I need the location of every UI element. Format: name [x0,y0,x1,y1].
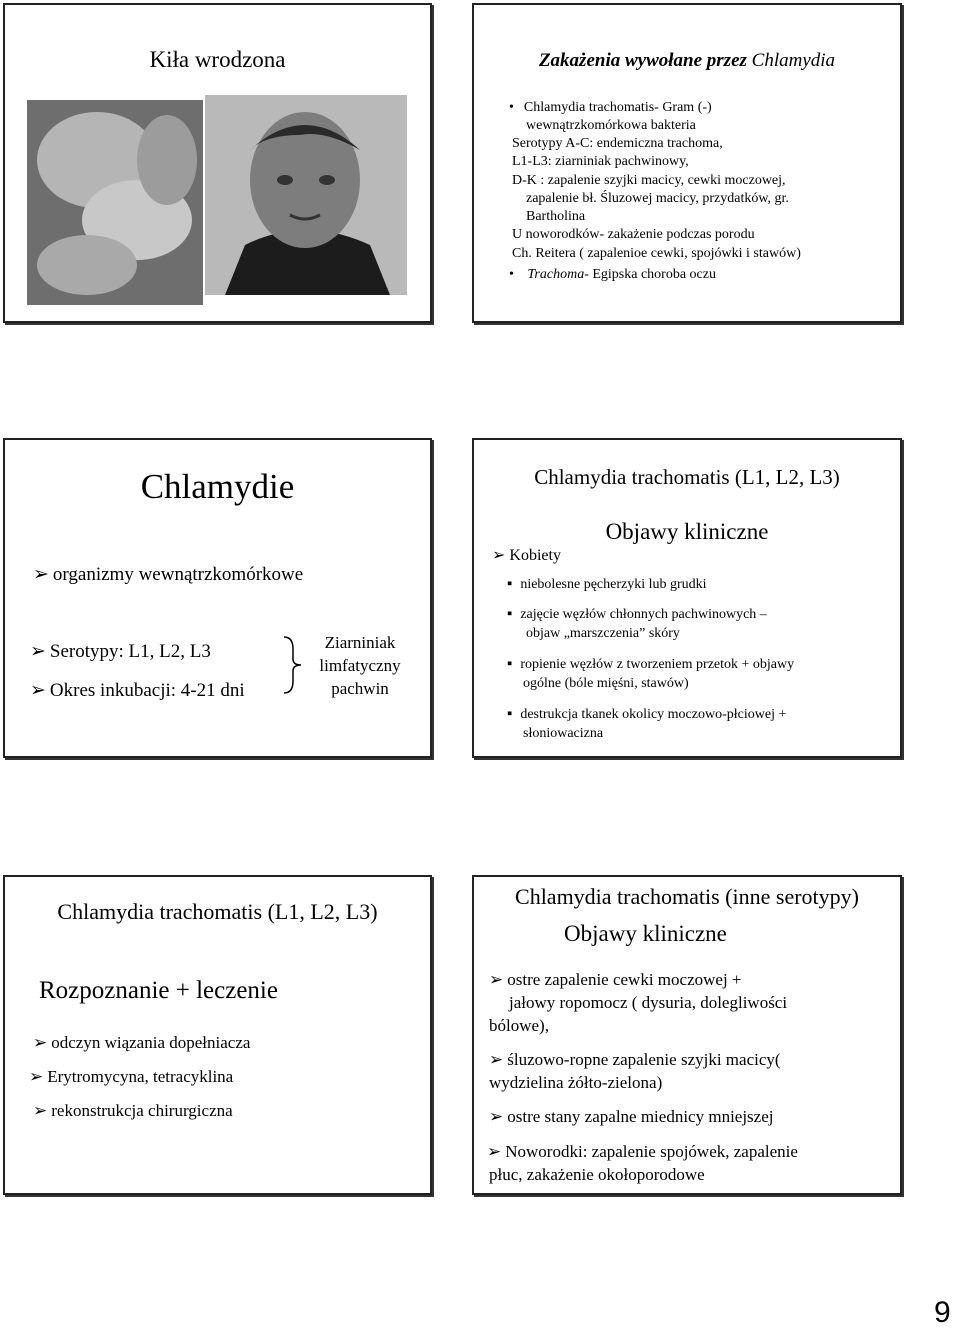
slide-objawy-l1-l3 [472,438,902,758]
slide-subtitle: Objawy kliniczne [564,921,727,946]
trachoma-rest: - Egipska choroba oczu [584,267,716,282]
line-8: U noworodków- zakażenie podczas porodu [512,227,755,242]
item-szyjka: ➢ śluzowo-ropne zapalenie szyjki macicy( [489,1050,781,1070]
bullet-wezly-cont: objaw „marszczenia” skóry [526,626,680,641]
title-prefix: Zakażenia wywołane przez [538,50,752,71]
item-noworodki-cont: płuc, zakażenie okołoporodowe [489,1165,705,1184]
bullet-line-1: • Chlamydia trachomatis- Gram (-) [509,100,712,116]
item-cewka: ➢ ostre zapalenie cewki moczowej + [489,970,742,990]
adult-portrait-photo [205,95,407,295]
trachoma-italic: Trachoma [527,267,585,282]
bullet-pecherzyki: ▪ niebolesne pęcherzyki lub grudki [507,576,707,593]
brace-label-1: Ziarniniak [324,633,396,652]
brace-label-2: limfatyczny [319,656,401,675]
item-szyjka-cont: wydzielina żółto-zielona) [489,1073,663,1092]
title-italic: Chlamydia [751,50,836,71]
bullet-line-10 [509,267,716,283]
line-2: wewnątrzkomórkowa bakteria [526,118,696,133]
slide-chlamydie [3,438,432,758]
line-6: zapalenie bł. Śluzowej macicy, przydatków, gr. [526,191,789,206]
item-noworodki: ➢ Noworodki: zapalenie spojówek, zapalenie [487,1142,798,1162]
bullet-ropienie-cont: ogólne (bóle mięśni, stawów) [523,676,689,691]
slide-subtitle: Rozpoznanie + leczenie [39,977,278,1004]
item-miednica: ➢ ostre stany zapalne miednicy mniejszej [489,1107,774,1127]
item-organizmy: ➢ organizmy wewnątrzkomórkowe [33,563,303,586]
slide-title [474,50,900,72]
slide-kila-wrodzona [3,3,432,323]
slide-rozpoznanie-leczenie [3,875,432,1195]
line-7: Bartholina [526,209,586,224]
infant-image [27,100,203,305]
slide-subtitle: Objawy kliniczne [605,519,769,544]
item-antybiotyki: ➢ Erytromycyna, tetracyklina [29,1067,233,1087]
item-rekonstrukcja: ➢ rekonstrukcja chirurgiczna [33,1101,233,1121]
line-5: D-K : zapalenie szyjki macicy, cewki moczowej, [512,173,786,188]
item-serotypy: ➢ Serotypy: L1, L2, L3 [30,640,211,663]
line-4: L1-L3: ziarniniak pachwinowy, [512,154,689,169]
item-okres-inkubacji: ➢ Okres inkubacji: 4-21 dni [30,679,245,702]
slide-title: Chlamydia trachomatis (L1, L2, L3) [534,465,840,489]
bullet-destrukcja: ▪ destrukcja tkanek okolicy moczowo-płciowej + [507,706,786,723]
infant-photo [27,100,203,305]
bullet-wezly: ▪ zajęcie węzłów chłonnych pachwinowych – [507,606,767,623]
brace-label-3: pachwin [331,679,389,698]
line-3: Serotypy A-C: endemiczna trachoma, [512,136,723,151]
slide-zakazenia-chlamydia [472,3,902,323]
item-cewka-cont-1: jałowy ropomocz ( dysuria, dolegliwości [509,993,788,1012]
slide-title: Chlamydie [140,467,295,506]
group-kobiety: ➢ Kobiety [492,545,561,565]
slide-title: Kiła wrodzona [149,47,286,72]
bullet-ropienie: ▪ ropienie węzłów z tworzeniem przetok + objawy [507,656,794,673]
line-9: Ch. Reitera ( zapalenioe cewki, spojówki i stawów) [512,246,801,261]
slide-inne-serotypy [472,875,902,1195]
bullet-destrukcja-cont: słoniowacizna [523,726,604,741]
portrait-image [205,95,407,295]
slide-title: Chlamydia trachomatis (inne serotypy) [515,884,859,909]
brace-icon [281,635,303,695]
slide-title: Chlamydia trachomatis (L1, L2, L3) [57,899,378,924]
page-number: 9 [934,1296,951,1329]
item-odczyn: ➢ odczyn wiązania dopełniacza [33,1033,250,1053]
item-cewka-cont-2: bólowe), [489,1016,549,1035]
